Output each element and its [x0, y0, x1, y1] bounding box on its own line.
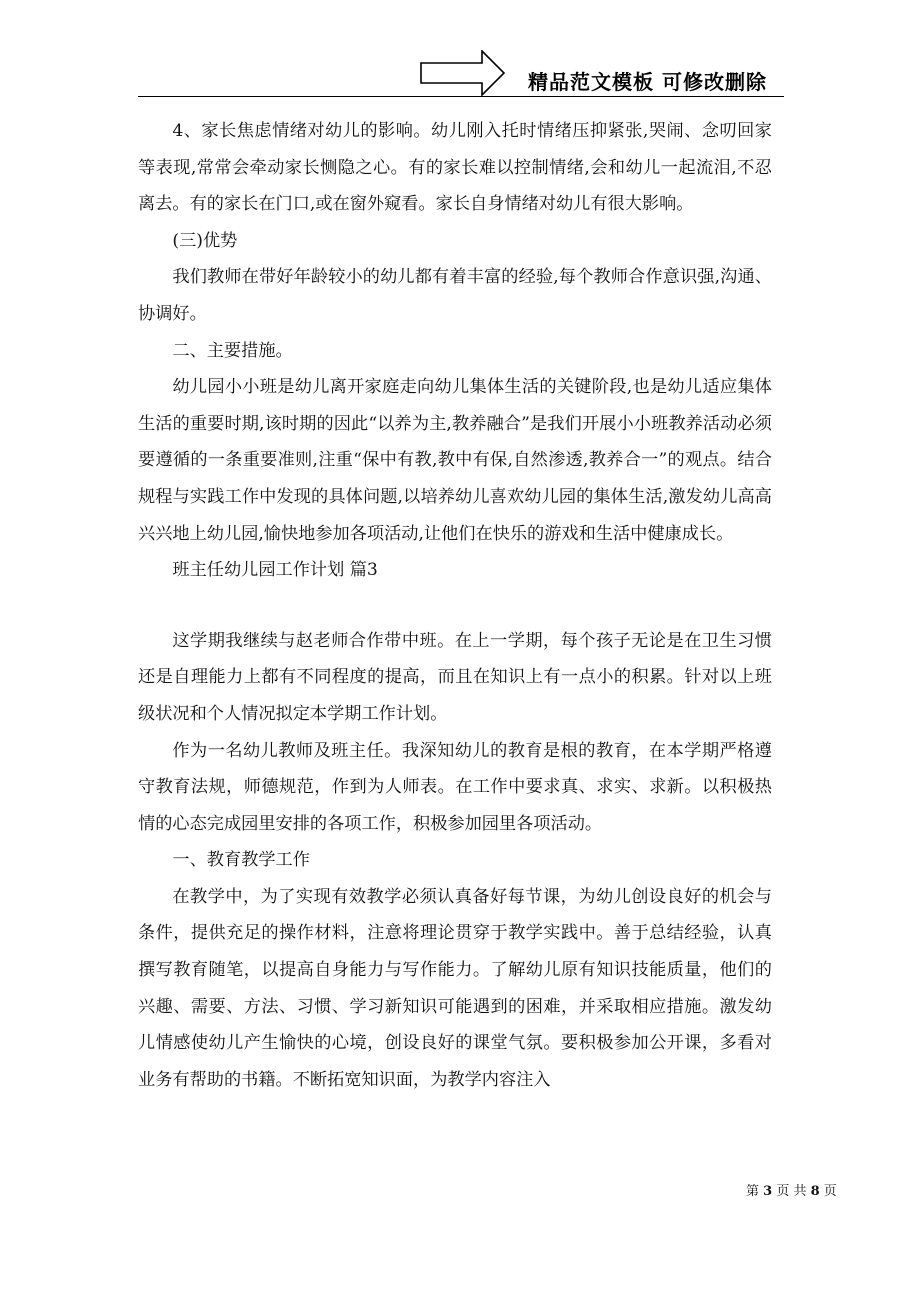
- paragraph-measures-detail: 幼儿园小小班是幼儿离开家庭走向幼儿集体生活的关键阶段,也是幼儿适应集体生活的重要时期,该时期的因此“以养为主,教养融合”是我们开展小小班教养活动必须要遵循的一条重要准则,注重“保中有教,教中有保,自然渗透,教养合一”的观点。结合规程与实践工作中发现的具体问题,以培养幼儿喜欢幼儿园的集体生活,激发幼儿高高兴兴地上幼儿园,愉快地参加各项活动,让他们在快乐的游戏和生活中健康成长。: [138, 377, 772, 544]
- header-title: 精品范文模板 可修改删除: [528, 70, 767, 94]
- heading-advantages: (三)优势: [172, 230, 238, 251]
- header-divider: [138, 96, 784, 97]
- footer-total-pages: 8: [810, 1184, 820, 1199]
- heading-teaching-work: 一、教育教学工作: [172, 850, 310, 871]
- footer-suffix: 页: [819, 1184, 837, 1199]
- page-footer: [746, 1180, 837, 1199]
- document-body: [138, 113, 772, 1098]
- heading-main-measures: 二、主要措施。: [172, 340, 293, 361]
- paragraph-teacher-role: 作为一名幼儿教师及班主任。我深知幼儿的教育是根的教育，在本学期严格遵守教育法规，师德规范，作到为人师表。在工作中要求真、求实、求新。以积极热情的心态完成园里安排的各项工作，积极参加园里各项活动。: [138, 740, 772, 834]
- paragraph-parent-anxiety: 4、家长焦虑情绪对幼儿的影响。幼儿刚入托时情绪压抑紧张,哭闹、念叨回家等表现,常常会牵动家长恻隐之心。有的家长难以控制情绪,会和幼儿一起流泪,不忍离去。有的家长在门口,或在窗外窥看。家长自身情绪对幼儿有很大影响。: [138, 121, 772, 215]
- paragraph-teacher-experience: 我们教师在带好年龄较小的幼儿都有着丰富的经验,每个教师合作意识强,沟通、协调好。: [138, 267, 772, 324]
- section-spacer: [138, 589, 772, 623]
- page-header: [138, 50, 784, 98]
- footer-middle: 页 共: [772, 1184, 811, 1199]
- footer-current-page: 3: [763, 1184, 773, 1199]
- footer-prefix: 第: [746, 1184, 764, 1199]
- paragraph-teaching-detail: 在教学中，为了实现有效教学必须认真备好每节课，为幼儿创设良好的机会与条件，提供充足的操作材料，注意将理论贯穿于教学实践中。善于总结经验，认真撰写教育随笔，以提高自身能力与写作能力。了解幼儿原有知识技能质量，他们的兴趣、需要、方法、习惯、学习新知识可能遇到的困难，并采取相应措施。激发幼儿情感使幼儿产生愉快的心境，创设良好的课堂气氛。要积极参加公开课，多看对业务有帮助的书籍。不断拓宽知识面，为教学内容注入: [138, 886, 772, 1090]
- section-title-plan-3: 班主任幼儿园工作计划 篇3: [172, 560, 378, 581]
- right-arrow-outline-icon: [420, 50, 506, 96]
- paragraph-semester-intro: 这学期我继续与赵老师合作带中班。在上一学期，每个孩子无论是在卫生习惯还是自理能力上都有不同程度的提高，而且在知识上有一点小的积累。针对以上班级状况和个人情况拟定本学期工作计划。: [138, 630, 772, 724]
